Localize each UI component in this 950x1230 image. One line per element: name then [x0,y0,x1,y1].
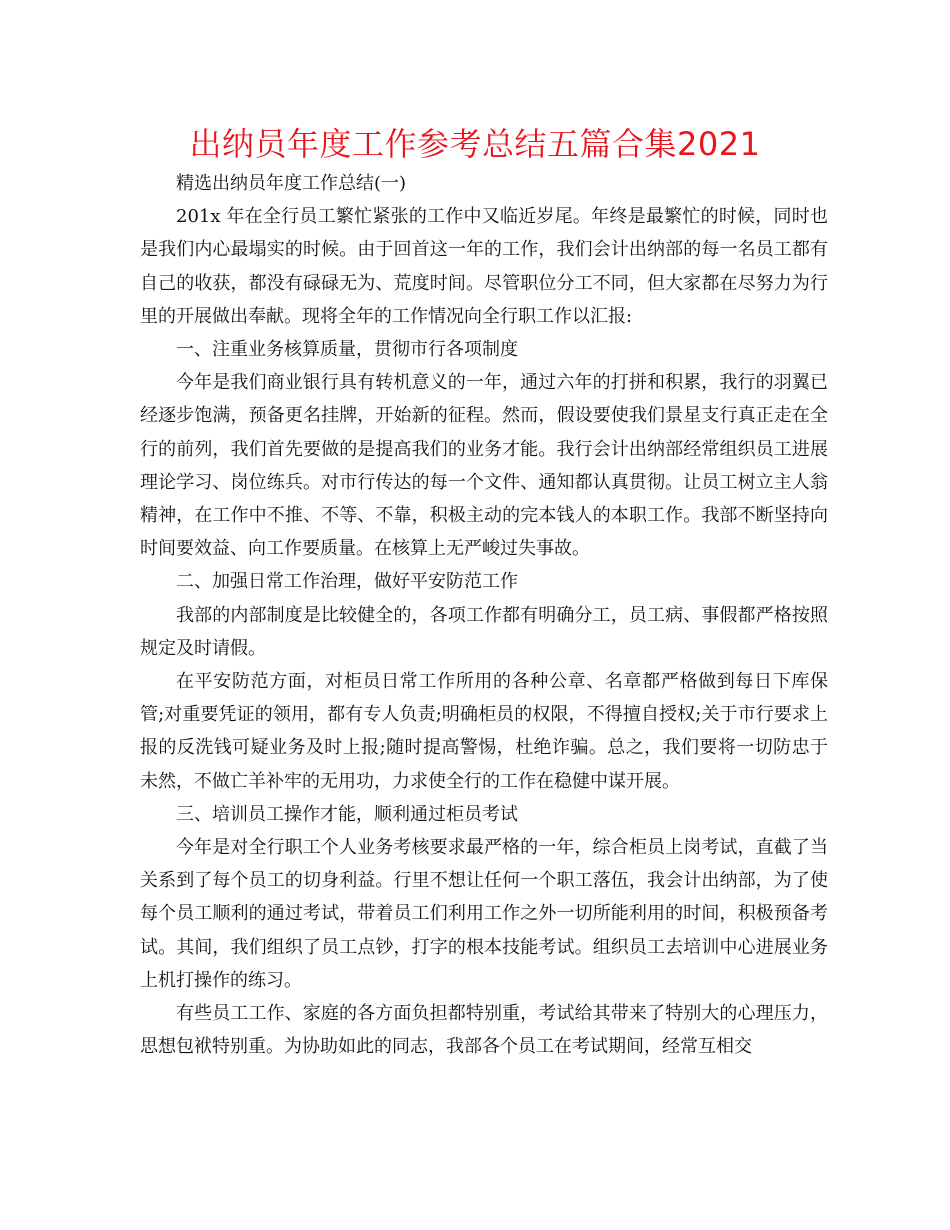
paragraph: 201x 年在全行员工繁忙紧张的工作中又临近岁尾。年终是最繁忙的时候，同时也是我们内心最塌实的时候。由于回首这一年的工作，我们会计出纳部的每一名员工都有自己的收获，都没有碌碌无为、荒度时间。尽管职位分工不同，但大家都在尽努力为行里的开展做出奉献。现将全年的工作情况向全行职工作以汇报: [140,206,828,327]
section-heading-1: 一、注重业务核算质量，贯彻市行各项制度 [176,339,518,361]
section-heading-2: 二、加强日常工作治理，做好平安防范工作 [176,571,518,593]
paragraph: 在平安防范方面，对柜员日常工作所用的各种公章、名章都严格做到每日下库保管;对重要凭证的领用，都有专人负责;明确柜员的权限，不得擅自授权;关于市行要求上报的反洗钱可疑业务及时上报;随时提高警惕，杜绝诈骗。总之，我们要将一切防忠于未然，不做亡羊补牢的无用功，力求使全行的工作在稳健中谋开展。 [140,671,828,792]
paragraph: 有些员工工作、家庭的各方面负担都特别重，考试给其带来了特别大的心理压力，思想包袱特别重。为协助如此的同志，我部各个员工在考试期间，经常互相交 [140,1003,828,1058]
section-heading-3: 三、培训员工操作才能，顺利通过柜员考试 [176,803,518,825]
paragraph: 我部的内部制度是比较健全的，各项工作都有明确分工，员工病、事假都严格按照规定及时请假。 [140,604,828,659]
document-title: 出纳员年度工作参考总结五篇合集2021 [189,125,761,163]
paragraph-subtitle: 精选出纳员年度工作总结(一) [176,173,407,194]
paragraph: 今年是我们商业银行具有转机意义的一年，通过六年的打拼和积累，我行的羽翼已经逐步饱满，预备更名挂牌，开始新的征程。然而，假设要使我们景星支行真正走在全行的前列，我们首先要做的是提高我们的业务才能。我行会计出纳部经常组织员工进展理论学习、岗位练兵。对市行传达的每一个文件、通知都认真贯彻。让员工树立主人翁精神，在工作中不推、不等、不靠，积极主动的完本钱人的本职工作。我部不断坚持向时间要效益、向工作要质量。在核算上无严峻过失事故。 [140,372,828,560]
paragraph: 今年是对全行职工个人业务考核要求最严格的一年，综合柜员上岗考试，直截了当关系到了每个员工的切身利益。行里不想让任何一个职工落伍，我会计出纳部，为了使每个员工顺利的通过考试，带着员工们利用工作之外一切所能利用的时间，积极预备考试。其间，我们组织了员工点钞，打字的根本技能考试。组织员工去培训中心进展业务上机打操作的练习。 [140,837,828,991]
document-body [140,167,828,1063]
